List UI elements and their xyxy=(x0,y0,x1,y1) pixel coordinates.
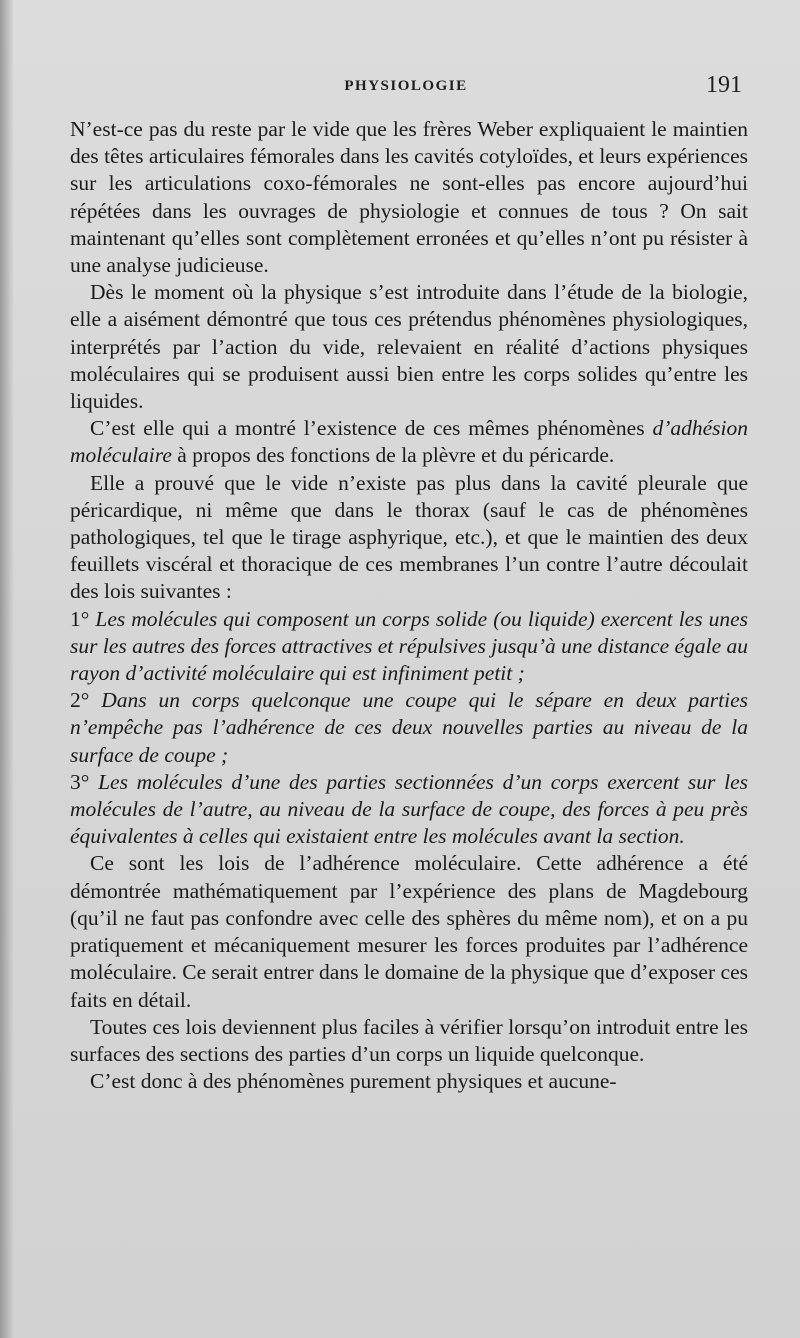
law-2 xyxy=(70,687,748,769)
law-3-number: 3° xyxy=(70,769,90,794)
running-header xyxy=(70,72,742,104)
page-number: 191 xyxy=(706,72,742,98)
law-2-text: Dans un corps quelconque une coupe qui le sépare en deux parties n’empêche pas l’adhérence de ces deux nouvelles parties au niveau de la surface de coupe ; xyxy=(70,688,749,767)
body-text xyxy=(70,116,748,1095)
law-1-number: 1° xyxy=(70,606,90,631)
paragraph-3-end: à propos des fonctions de la plèvre et du péricarde. xyxy=(171,443,615,468)
law-1-text: Les molécules qui composent un corps solide (ou liquide) exercent les unes sur les autres des forces attractives et répulsives jusqu’à une distance égale au rayon d’activité moléculaire qui est infiniment petit ; xyxy=(70,606,748,686)
paragraph-7: C’est donc à des phénomènes purement physiques et aucune- xyxy=(90,1069,617,1094)
paragraph-3-start: C’est elle qui a montré l’existence de ces mêmes phénomènes xyxy=(90,416,653,441)
paragraph-3-italic-term: d’adhésion moléculaire xyxy=(70,416,748,468)
paragraph-3 xyxy=(70,415,748,469)
law-1 xyxy=(70,606,748,688)
law-2-number: 2° xyxy=(70,688,90,713)
paragraph-6: Toutes ces lois deviennent plus faciles à vérifier lorsqu’on introduit entre les surfaces des sections des parties d’un corps un liquide quelconque. xyxy=(70,1014,748,1066)
law-3 xyxy=(70,769,748,851)
paragraph-5: Ce sont les lois de l’adhérence moléculaire. Cette adhérence a été démontrée mathématiquement par l’expérience des plans de Magdebourg (qu’il ne faut pas confondre avec celle des sphères du même nom), et on a pu pratiquement et mécaniquement mesurer les forces produites par l’adhérence moléculaire. Ce serait entrer dans le domaine de la physique que d’exposer ces faits en détail. xyxy=(70,851,748,1012)
law-3-text: Les molécules d’une des parties sectionnées d’un corps exercent sur les molécules de l’autre, au niveau de la surface de coupe, des forces à peu près équivalentes à celles qui existaient entre les molécules avant la section. xyxy=(70,769,748,849)
paragraph-2: Dès le moment où la physique s’est introduite dans l’étude de la biologie, elle a aisément démontré que tous ces prétendus phénomènes physiologiques, interprétés par l’action du vide, relevaient en réalité d’actions physiques moléculaires qui se produisent aussi bien entre les corps solides qu’entre les liquides. xyxy=(70,280,748,414)
running-title: PHYSIOLOGIE xyxy=(344,78,468,94)
paragraph-4: Elle a prouvé que le vide n’existe pas plus dans la cavité pleurale que péricardique, ni même que dans le thorax (sauf le cas de phénomènes pathologiques, tel que le tirage asphyrique, etc.), et que le maintien des deux feuillets viscéral et thoracique de ces membranes l’un contre l’autre découlait des lois suivantes : xyxy=(70,470,748,604)
paragraph-1: N’est-ce pas du reste par le vide que les frères Weber expliquaient le maintien des têtes articulaires fémorales dans les cavités cotyloïdes, et leurs expériences sur les articulations coxo-fémorales ne sont-elles pas encore aujourd’hui répétées dans les ouvrages de physiologie et connues de tous ? On sait maintenant qu’elles sont complètement erronées et qu’elles n’ont pu résister à une analyse judicieuse. xyxy=(70,117,748,278)
